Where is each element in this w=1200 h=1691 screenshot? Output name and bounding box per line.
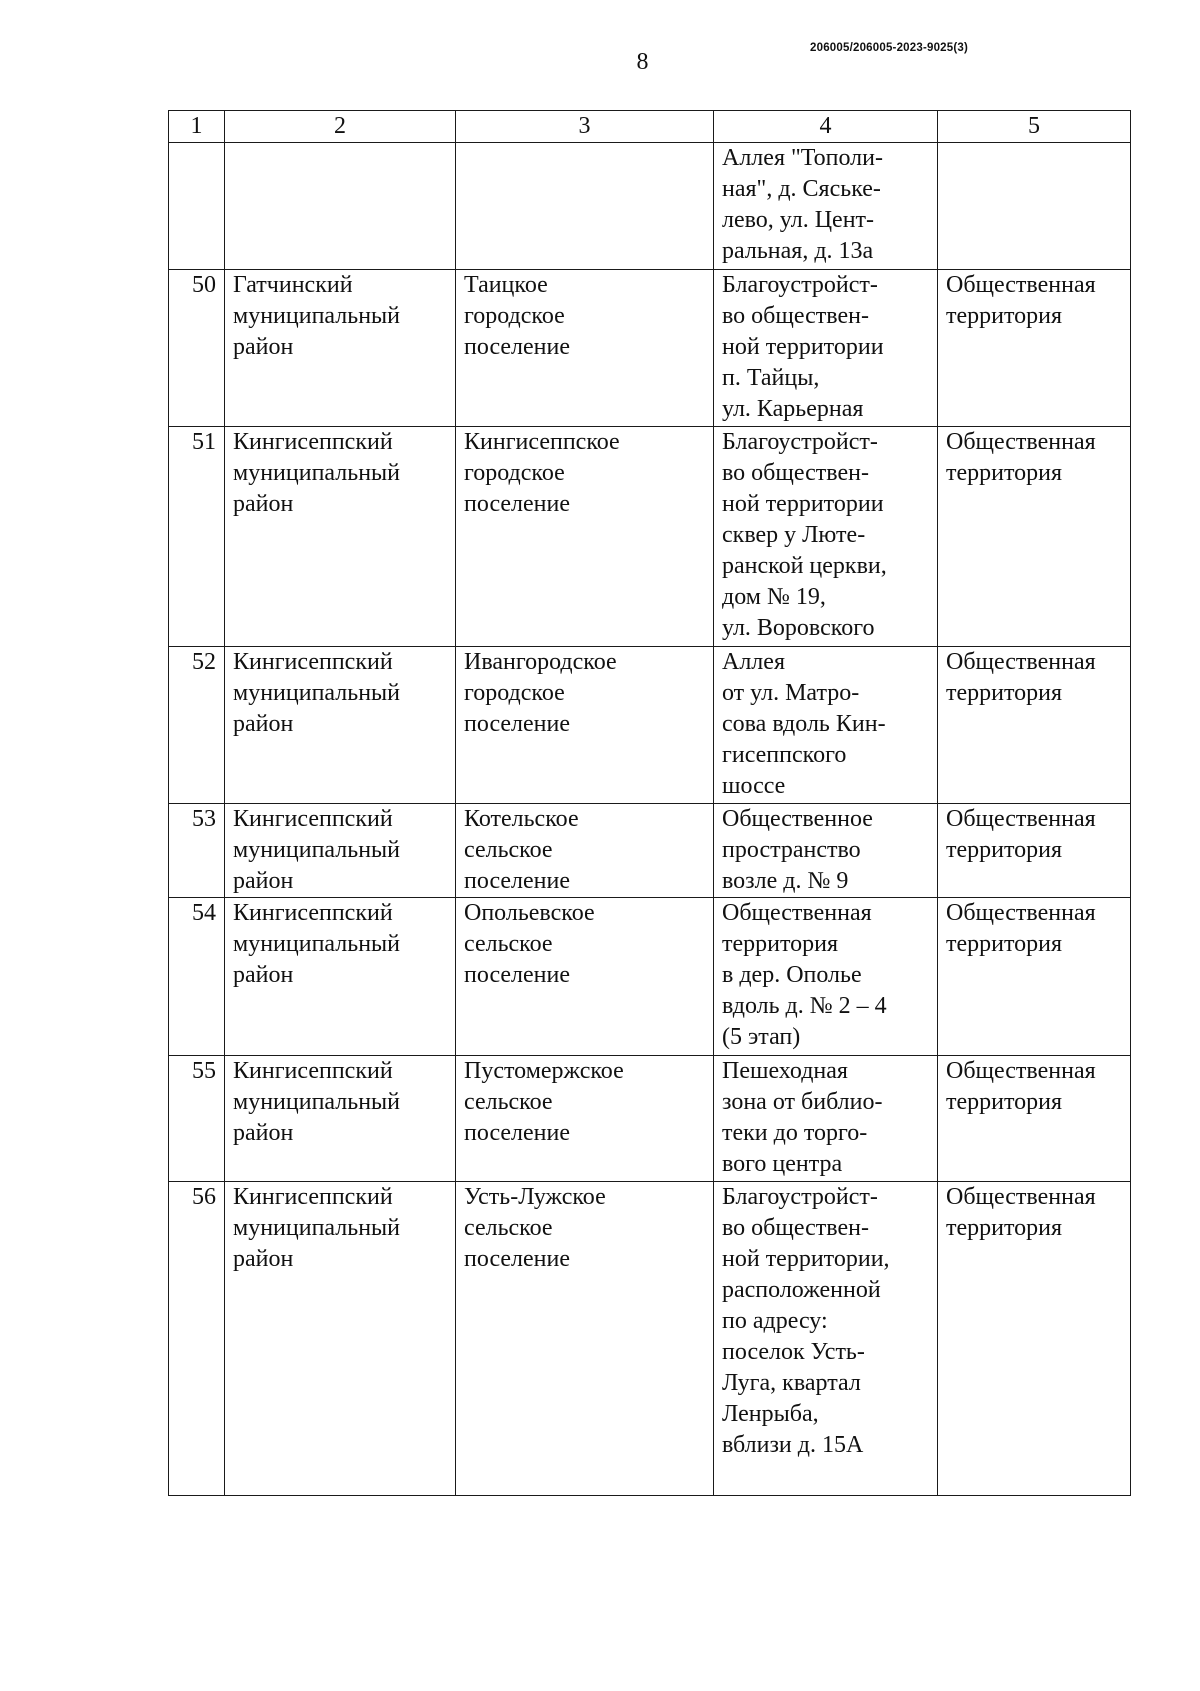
cell-text-line: сова вдоль Кин- <box>722 711 886 737</box>
cell-type <box>938 804 1131 898</box>
cell-settlement <box>456 1182 714 1496</box>
cell-text-line: Общественная <box>946 1184 1096 1210</box>
cell-text-line: сельское <box>464 837 553 863</box>
cell-text-line: Общественная <box>946 272 1096 298</box>
cell-text-line: муниципальный <box>233 1215 401 1241</box>
cell-text-line: район <box>233 334 294 360</box>
table-row <box>169 427 1131 647</box>
cell-district <box>225 804 456 898</box>
cell-text-line: Общественная <box>946 806 1096 832</box>
cell-text-line: Общественное <box>722 806 873 832</box>
table-row <box>169 898 1131 1056</box>
cell-text-line: шоссе <box>722 773 786 799</box>
cell-object <box>714 270 938 427</box>
table-row <box>169 804 1131 898</box>
cell-text-line: поселение <box>464 868 571 894</box>
cell-text-line: возле д. № 9 <box>722 868 849 894</box>
cell-text-line: сельское <box>464 1089 553 1115</box>
page-number: 8 <box>636 49 649 75</box>
cell-settlement <box>456 270 714 427</box>
cell-text-line: Общественная <box>722 900 872 926</box>
cell-type <box>938 647 1131 804</box>
cell-text-line: Общественная <box>946 900 1096 926</box>
cell-text-line: сельское <box>464 1215 553 1241</box>
cell-text-line: (5 этап) <box>722 1024 801 1050</box>
table-row <box>169 270 1131 427</box>
cell-text-line: во обществен- <box>722 1215 869 1241</box>
cell-text-line: муниципальный <box>233 303 401 329</box>
cell-number: 53 <box>169 804 225 898</box>
cell-text-line: от ул. Матро- <box>722 680 860 706</box>
cell-text-line: Ленрыба, <box>722 1401 819 1427</box>
cell-text-line: лево, ул. Цент- <box>722 207 875 233</box>
cell-number <box>169 143 225 270</box>
cell-text-line: территория <box>946 1089 1063 1115</box>
cell-text-line: Аллея "Тополи- <box>722 145 883 171</box>
cell-number: 54 <box>169 898 225 1056</box>
cell-type <box>938 427 1131 647</box>
cell-text-line: ул. Карьерная <box>722 396 864 422</box>
cell-object <box>714 647 938 804</box>
cell-text-line: п. Тайцы, <box>722 365 820 391</box>
cell-object <box>714 427 938 647</box>
cell-text-line: территория <box>946 931 1063 957</box>
cell-text-line: территория <box>946 1215 1063 1241</box>
cell-text-line: район <box>233 1246 294 1272</box>
cell-text-line: Аллея <box>722 649 785 675</box>
cell-text-line: поселение <box>464 962 571 988</box>
cell-text-line: Таицкое <box>464 272 548 298</box>
cell-text-line: вого центра <box>722 1151 843 1177</box>
cell-text-line: муниципальный <box>233 680 401 706</box>
cell-settlement <box>456 427 714 647</box>
cell-settlement <box>456 804 714 898</box>
cell-text-line: поселение <box>464 334 571 360</box>
cell-type <box>938 270 1131 427</box>
cell-type <box>938 898 1131 1056</box>
cell-text-line: район <box>233 868 294 894</box>
column-header-object: 4 <box>714 111 938 143</box>
cell-text-line: ной территории <box>722 334 884 360</box>
cell-text-line: Гатчинский <box>233 272 353 298</box>
cell-text-line: во обществен- <box>722 303 869 329</box>
cell-text-line: теки до торго- <box>722 1120 868 1146</box>
cell-text-line: Усть-Лужское <box>464 1184 606 1210</box>
document-id: 206005/206005-2023-9025(3) <box>810 42 969 54</box>
cell-text-line: пространство <box>722 837 861 863</box>
cell-district <box>225 647 456 804</box>
cell-district <box>225 898 456 1056</box>
cell-text-line: вдоль д. № 2 – 4 <box>722 993 887 1019</box>
cell-text-line: городское <box>464 680 565 706</box>
column-header-type: 5 <box>938 111 1131 143</box>
cell-settlement <box>456 1056 714 1182</box>
cell-district <box>225 1182 456 1496</box>
cell-text-line: Ивангородское <box>464 649 617 675</box>
table-row <box>169 647 1131 804</box>
cell-object <box>714 1056 938 1182</box>
cell-text-line: гисеппского <box>722 742 847 768</box>
cell-text-line: территория <box>722 931 839 957</box>
cell-text-line: поселок Усть- <box>722 1339 865 1365</box>
cell-text-line: сквер у Люте- <box>722 522 866 548</box>
cell-text-line: муниципальный <box>233 460 401 486</box>
cell-text-line: во обществен- <box>722 460 869 486</box>
cell-text-line: Благоустройст- <box>722 1184 878 1210</box>
cell-object <box>714 1182 938 1496</box>
cell-text-line: район <box>233 491 294 517</box>
cell-text-line: ул. Воровского <box>722 615 875 641</box>
cell-object <box>714 804 938 898</box>
cell-text-line: ная", д. Сяське- <box>722 176 881 202</box>
table-header-row <box>169 111 1131 143</box>
cell-text-line: район <box>233 962 294 988</box>
cell-text-line: Общественная <box>946 649 1096 675</box>
cell-text-line: Пустомержское <box>464 1058 624 1084</box>
cell-text-line: Благоустройст- <box>722 272 878 298</box>
table-row <box>169 1182 1131 1496</box>
cell-text-line: Благоустройст- <box>722 429 878 455</box>
table-row <box>169 1056 1131 1182</box>
cell-text-line: сельское <box>464 931 553 957</box>
cell-text-line: Кингисеппский <box>233 806 393 832</box>
cell-text-line: поселение <box>464 1120 571 1146</box>
cell-text-line: Кингисеппское <box>464 429 620 455</box>
cell-type <box>938 1056 1131 1182</box>
cell-text-line: территория <box>946 460 1063 486</box>
cell-settlement <box>456 898 714 1056</box>
cell-text-line: дом № 19, <box>722 584 826 610</box>
column-header-number: 1 <box>169 111 225 143</box>
objects-table <box>168 110 1131 1496</box>
cell-settlement <box>456 143 714 270</box>
cell-text-line: расположенной <box>722 1277 881 1303</box>
cell-text-line: Кингисеппский <box>233 1184 393 1210</box>
cell-district <box>225 427 456 647</box>
cell-number: 50 <box>169 270 225 427</box>
cell-text-line: Общественная <box>946 1058 1096 1084</box>
cell-text-line: поселение <box>464 1246 571 1272</box>
cell-text-line: поселение <box>464 711 571 737</box>
cell-object <box>714 143 938 270</box>
cell-district <box>225 270 456 427</box>
cell-text-line: поселение <box>464 491 571 517</box>
cell-district <box>225 1056 456 1182</box>
cell-text-line: ной территории <box>722 491 884 517</box>
cell-text-line: ной территории, <box>722 1246 890 1272</box>
cell-district <box>225 143 456 270</box>
cell-number: 51 <box>169 427 225 647</box>
table-row <box>169 143 1131 270</box>
cell-text-line: муниципальный <box>233 931 401 957</box>
column-header-settlement: 3 <box>456 111 714 143</box>
cell-object <box>714 898 938 1056</box>
cell-text-line: Кингисеппский <box>233 1058 393 1084</box>
cell-text-line: по адресу: <box>722 1308 828 1334</box>
cell-type <box>938 143 1131 270</box>
cell-text-line: Пешеходная <box>722 1058 848 1084</box>
cell-text-line: район <box>233 711 294 737</box>
column-header-district: 2 <box>225 111 456 143</box>
cell-text-line: Кингисеппский <box>233 429 393 455</box>
cell-number: 55 <box>169 1056 225 1182</box>
cell-text-line: Опольевское <box>464 900 595 926</box>
cell-text-line: Котельское <box>464 806 579 832</box>
cell-settlement <box>456 647 714 804</box>
cell-text-line: ранской церкви, <box>722 553 887 579</box>
cell-text-line: городское <box>464 303 565 329</box>
cell-text-line: Луга, квартал <box>722 1370 861 1396</box>
cell-text-line: территория <box>946 303 1063 329</box>
cell-type <box>938 1182 1131 1496</box>
cell-text-line: в дер. Ополье <box>722 962 862 988</box>
cell-text-line: территория <box>946 680 1063 706</box>
cell-text-line: территория <box>946 837 1063 863</box>
cell-text-line: муниципальный <box>233 837 401 863</box>
cell-text-line: Общественная <box>946 429 1096 455</box>
cell-text-line: вблизи д. 15А <box>722 1432 864 1458</box>
cell-text-line: Кингисеппский <box>233 900 393 926</box>
table-body <box>169 111 1131 1496</box>
cell-text-line: ральная, д. 13а <box>722 238 874 264</box>
cell-text-line: зона от библио- <box>722 1089 883 1115</box>
cell-text-line: район <box>233 1120 294 1146</box>
cell-number: 52 <box>169 647 225 804</box>
cell-text-line: Кингисеппский <box>233 649 393 675</box>
cell-text-line: муниципальный <box>233 1089 401 1115</box>
cell-number: 56 <box>169 1182 225 1496</box>
cell-text-line: городское <box>464 460 565 486</box>
